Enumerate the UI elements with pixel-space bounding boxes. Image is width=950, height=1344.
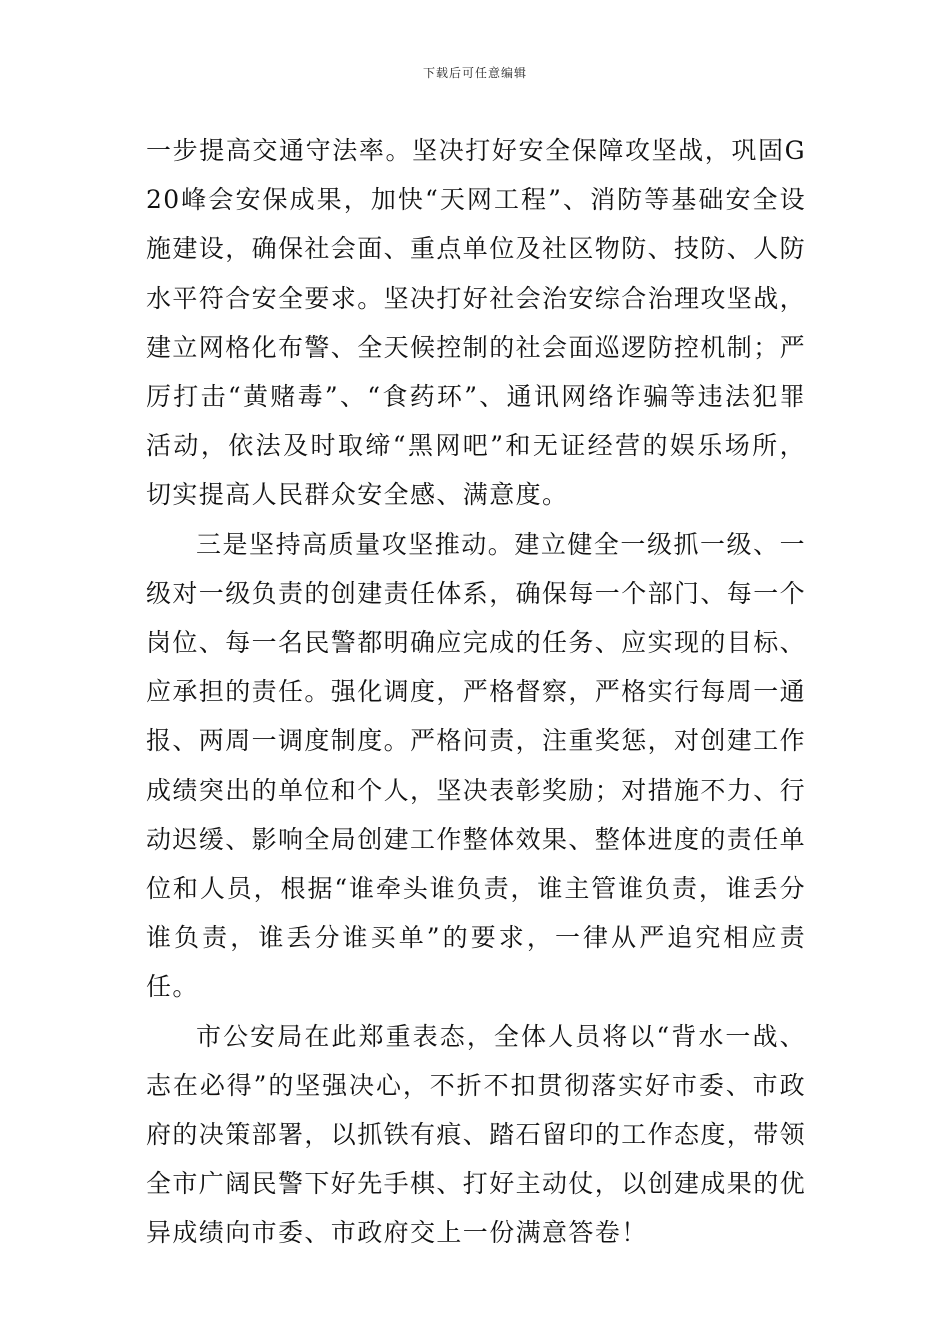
header-note: 下载后可任意编辑 (422, 66, 527, 80)
paragraph-continuation: 一步提高交通守法率。坚决打好安全保障攻坚战，巩固G20峰会安保成果，加快“天网工程”、消防等基础安全设施建设，确保社会面、重点单位及社区物防、技防、人防水平符合安全要求。坚决打好社会治安综合治理攻坚战，建立网格化布警、全天候控制的社会面巡逻防控机制；严厉打击“黄赌毒”、“食药环”、通讯网络诈骗等违法犯罪活动，依法及时取缔“黑网吧”和无证经营的娱乐场所，切实提高人民群众安全感、满意度。 (146, 136, 807, 510)
document-body (146, 126, 806, 1258)
paragraph-closing-statement: 市公安局在此郑重表态，全体人员将以“背水一战、志在必得”的坚强决心，不折不扣贯彻落实好市委、市政府的决策部署，以抓铁有痕、踏石留印的工作态度，带领全市广阔民警下好先手棋、打好主动仗，以创建成果的优异成绩向市委、市政府交上一份满意答卷！ (146, 1021, 807, 1248)
paragraph-third-point: 三是坚持高质量攻坚推动。建立健全一级抓一级、一级对一级负责的创建责任体系，确保每一个部门、每一个岗位、每一名民警都明确应完成的任务、应实现的目标、应承担的责任。强化调度，严格督察，严格实行每周一通报、两周一调度制度。严格问责，注重奖惩，对创建工作成绩突出的单位和个人，坚决表彰奖励；对措施不力、行动迟缓、影响全局创建工作整体效果、整体进度的责任单位和人员，根据“谁牵头谁负责，谁主管谁负责，谁丢分谁负责，谁丢分谁买单”的要求，一律从严追究相应责任。 (146, 529, 807, 1002)
